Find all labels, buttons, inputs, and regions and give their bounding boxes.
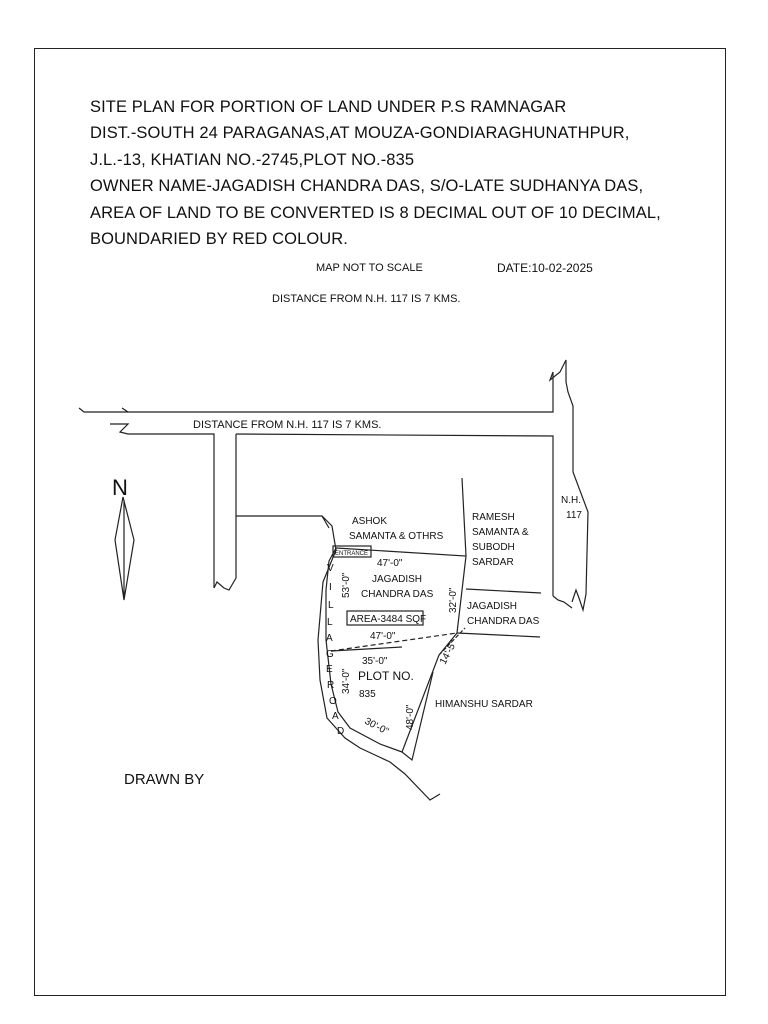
neighbor-east-label: JAGADISH: [467, 601, 518, 612]
highway-label: N.H.: [561, 495, 581, 506]
village-road-letter: V: [327, 563, 334, 574]
main-road-top-edge: [79, 372, 553, 412]
neighbor-south-label: HIMANSHU SARDAR: [435, 699, 533, 710]
plot-number-label: PLOT NO.: [358, 669, 414, 683]
neighbor-east-top-label: RAMESH: [472, 512, 515, 523]
date-label: DATE:10-02-2025: [497, 261, 593, 275]
neighbor-east-top-label: SARDAR: [472, 557, 514, 568]
dimension-north: 47'-0": [377, 558, 403, 569]
village-road-letter: L: [328, 600, 334, 611]
dimension-inner: 35'-0": [362, 656, 388, 667]
highway-right-edge: [553, 596, 572, 608]
area-label: AREA-3484 SQF: [350, 614, 427, 625]
heading-line: SITE PLAN FOR PORTION OF LAND UNDER P.S RAMNAGAR: [90, 98, 567, 116]
dimension-south-east: 48'-0": [405, 704, 416, 730]
scale-note: MAP NOT TO SCALE: [316, 262, 423, 274]
distance-note: DISTANCE FROM N.H. 117 IS 7 KMS.: [272, 293, 461, 305]
village-road-letter: D: [337, 726, 345, 737]
north-arrow-icon: [115, 497, 134, 600]
village-road-letter: I: [329, 582, 332, 593]
village-road-letter: A: [326, 633, 333, 644]
village-road-letter: A: [332, 711, 339, 722]
village-road-letter: O: [329, 696, 337, 707]
north-label: N: [112, 475, 128, 500]
heading-line: BOUNDARIED BY RED COLOUR.: [90, 230, 348, 249]
dimension-west-lower: 34'-0": [341, 668, 352, 694]
neighbor-north-label: ASHOK: [352, 516, 388, 527]
heading-line: DIST.-SOUTH 24 PARAGANAS,AT MOUZA-GONDIARAGHUNATHPUR,: [90, 124, 630, 143]
village-road-east: [236, 434, 329, 528]
neighbor-east-top-label: SAMANTA &: [472, 527, 529, 538]
heading-line: OWNER NAME-JAGADISH CHANDRA DAS, S/O-LATE SUDHANYA DAS,: [90, 177, 644, 196]
village-road-letter: L: [327, 617, 333, 628]
dimension-middle: 47'-0": [370, 631, 396, 642]
entrance-label: ENTRANCE: [335, 551, 369, 557]
drawn-by-label: DRAWN BY: [124, 771, 205, 788]
village-road-letter: R: [327, 680, 335, 691]
dimension-east-diagonal: 14'-5": [437, 638, 460, 667]
owner-label: CHANDRA DAS: [361, 589, 434, 600]
heading-line: AREA OF LAND TO BE CONVERTED IS 8 DECIMAL OUT OF 10 DECIMAL,: [90, 203, 661, 222]
highway-number: 117: [566, 510, 582, 521]
dimension-west-upper: 53'-0": [341, 572, 352, 598]
village-road-letter: E: [326, 664, 333, 675]
neighbor-north-label: SAMANTA & OTHRS: [349, 531, 444, 542]
neighbor-east-label: CHANDRA DAS: [467, 616, 540, 627]
heading-line: J.L.-13, KHATIAN NO.-2745,PLOT NO.-835: [90, 150, 415, 169]
dimension-east-upper: 32'-0": [448, 587, 459, 613]
village-road-letter: G: [326, 649, 334, 660]
owner-label: JAGADISH: [372, 574, 423, 585]
highway-left-edge: [550, 360, 588, 610]
dimension-south: 30'-0": [362, 715, 391, 738]
plot-number-value: 835: [359, 689, 376, 700]
map-road-label: DISTANCE FROM N.H. 117 IS 7 KMS.: [193, 419, 382, 431]
neighbor-east-top-label: SUBODH: [472, 542, 515, 553]
